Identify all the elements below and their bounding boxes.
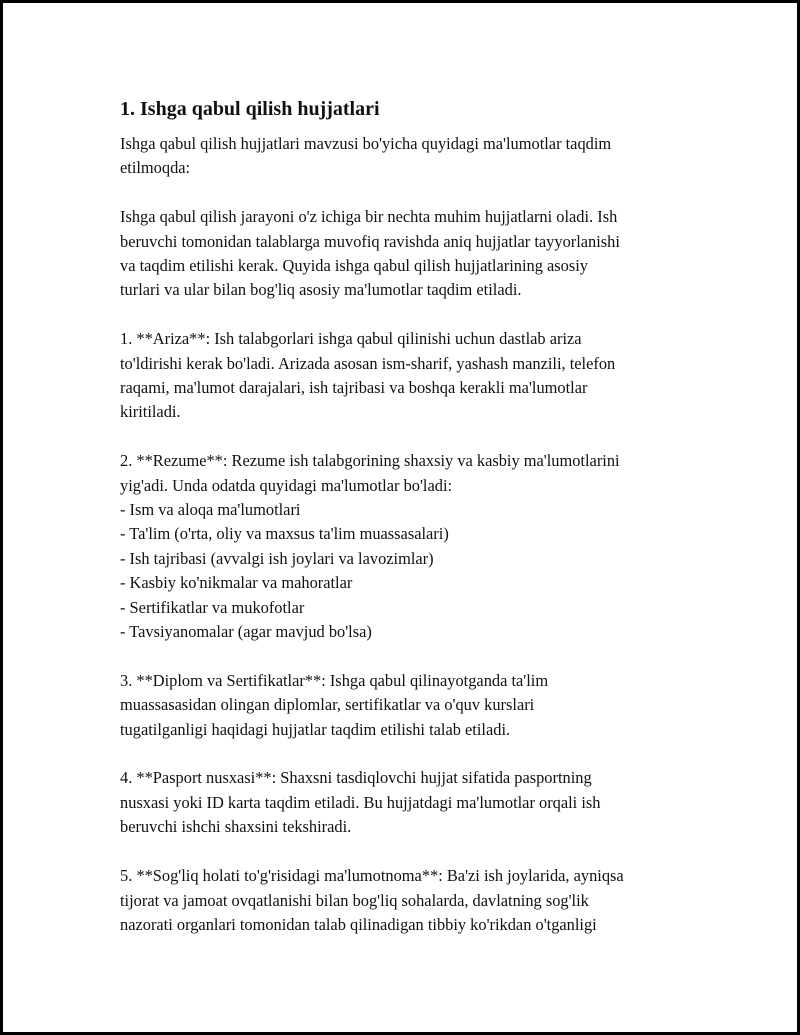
section-pasport: 4. **Pasport nusxasi**: Shaxsni tasdiqlovchi hujjat sifatida pasportning nusxasi yoki ID karta taqdim etiladi. Bu hujjatdagi ma'lumotlar orqali ish beruvchi ishchi shaxsini tekshiradi. (120, 768, 601, 837)
paragraph-spacer (120, 840, 700, 864)
section-ariza: 1. **Ariza**: Ish talabgorlari ishga qabul qilinishi uchun dastlab ariza to'ldirishi kerak bo'ladi. Arizada asosan ism-sharif, yashash manzili, telefon raqami, ma'lumot darajalari, ish tajribasi va boshqa kerakli ma'lumotlar kiritiladi. (120, 329, 616, 422)
paragraph-spacer (120, 425, 700, 449)
section-diplom: 3. **Diplom va Sertifikatlar**: Ishga qabul qilinayotganda ta'lim muassasasidan olingan diplomlar, sertifikatlar va o'quv kurslari tugatilganligi haqidagi hujjatlar taqdim etilishi talab etiladi. (120, 670, 549, 739)
paragraph-spacer (120, 181, 700, 205)
document-content (120, 95, 700, 937)
paragraph-spacer (120, 303, 700, 327)
paragraph-spacer (120, 644, 700, 668)
paragraph-spacer (120, 742, 700, 766)
document-title: 1. Ishga qabul qilish hujjatlari (120, 98, 380, 120)
section-sogliq: 5. **Sog'liq holati to'g'risidagi ma'lumotnoma**: Ba'zi ish joylarida, ayniqsa tijorat va jamoat ovqatlanishi bilan bog'liq sohalarda, davlatning sog'lik nazorati organlari tomonidan talab qilinadigan tibbiy ko'rikdan o'tganligi (120, 866, 624, 934)
overview-paragraph: Ishga qabul qilish jarayoni o'z ichiga bir nechta muhim hujjatlarni oladi. Ish beruvchi tomonidan talablarga muvofiq ravishda aniq hujjatlar tayyorlanishi va taqdim etilishi kerak. Quyida ishga qabul qilish hujjatlarining asosiy turlari va ular bilan bog'liq asosiy ma'lumotlar taqdim etiladi. (120, 207, 620, 300)
intro-paragraph: Ishga qabul qilish hujjatlari mavzusi bo'yicha quyidagi ma'lumotlar taqdim etilmoqda: (120, 134, 612, 178)
section-rezume: 2. **Rezume**: Rezume ish talabgorining shaxsiy va kasbiy ma'lumotlarini yig'adi. Unda odatda quyidagi ma'lumotlar bo'ladi: - Ism va aloqa ma'lumotlari - Ta'lim (o'rta, oliy va maxsus ta'lim muassasalari) - Ish tajribasi (avvalgi ish joylari va lavozimlar) - Kasbiy ko'nikmalar va mahoratlar - Sertifikatlar va mukofotlar - Tavsiyanomalar (agar mavjud bo'lsa) (120, 451, 620, 642)
